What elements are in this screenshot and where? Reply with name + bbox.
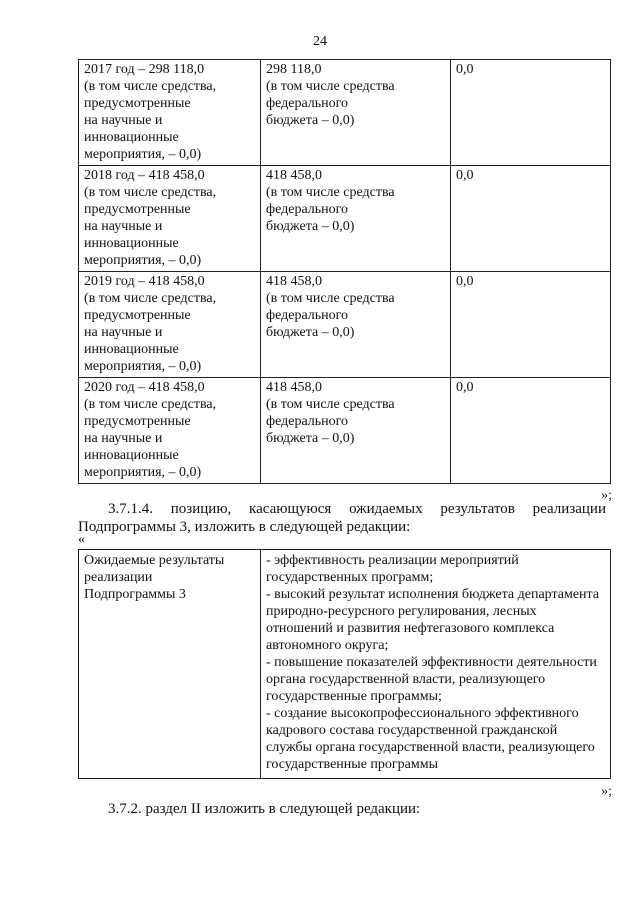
table-row bbox=[79, 550, 611, 779]
closing-quote: »; bbox=[601, 784, 612, 799]
table-row bbox=[79, 272, 611, 378]
total-cell: 2018 год – 418 458,0 (в том числе средства, предусмотренные на научные и инновационные мероприятия, – 0,0) bbox=[79, 166, 261, 272]
federal-cell: 298 118,0 (в том числе средства федерального бюджета – 0,0) bbox=[261, 60, 451, 166]
other-cell: 0,0 bbox=[451, 272, 611, 378]
total-cell: 2019 год – 418 458,0 (в том числе средства, предусмотренные на научные и инновационные мероприятия, – 0,0) bbox=[79, 272, 261, 378]
total-cell: 2020 год – 418 458,0 (в том числе средства, предусмотренные на научные и инновационные мероприятия, – 0,0) bbox=[79, 378, 261, 484]
other-cell: 0,0 bbox=[451, 60, 611, 166]
table-row bbox=[79, 378, 611, 484]
federal-cell: 418 458,0 (в том числе средства федерального бюджета – 0,0) bbox=[261, 378, 451, 484]
other-cell: 0,0 bbox=[451, 166, 611, 272]
federal-cell: 418 458,0 (в том числе средства федерального бюджета – 0,0) bbox=[261, 166, 451, 272]
result-item: - повышение показателей эффективности деятельности органа государственной власти, реализующего государственные программы; bbox=[266, 655, 597, 704]
results-table bbox=[78, 549, 611, 779]
closing-quote: »; bbox=[601, 488, 612, 503]
result-item: - эффективность реализации мероприятий государственных программ; bbox=[266, 553, 519, 585]
opening-quote: « bbox=[78, 532, 85, 547]
total-cell: 2017 год – 298 118,0 (в том числе средства, предусмотренные на научные и инновационные мероприятия, – 0,0) bbox=[79, 60, 261, 166]
table-row bbox=[79, 60, 611, 166]
paragraph-line: Подпрограммы 3, изложить в следующей редакции: bbox=[78, 519, 411, 535]
federal-cell: 418 458,0 (в том числе средства федерального бюджета – 0,0) bbox=[261, 272, 451, 378]
funding-table bbox=[78, 59, 611, 484]
paragraph-section-two: 3.7.2. раздел II изложить в следующей редакции: bbox=[108, 801, 421, 817]
results-items-cell bbox=[261, 550, 611, 779]
result-item: - создание высокопрофессионального эффективного кадрового состава государственной гражданской службы органа государственной власти, реализующего государственные программы bbox=[266, 706, 595, 772]
paragraph-line: 3.7.1.4. позицию, касающуюся ожидаемых результатов реализации bbox=[108, 501, 606, 517]
paragraph-amendment-results bbox=[78, 500, 606, 536]
page-number: 24 bbox=[313, 34, 327, 49]
results-label-cell: Ожидаемые результаты реализации Подпрограммы 3 bbox=[79, 550, 261, 779]
result-item: - высокий результат исполнения бюджета департамента природно-ресурсного регулирования, лесных отношений и развития нефтегазового комплекса автономного округа; bbox=[266, 587, 600, 653]
table-row bbox=[79, 166, 611, 272]
other-cell: 0,0 bbox=[451, 378, 611, 484]
